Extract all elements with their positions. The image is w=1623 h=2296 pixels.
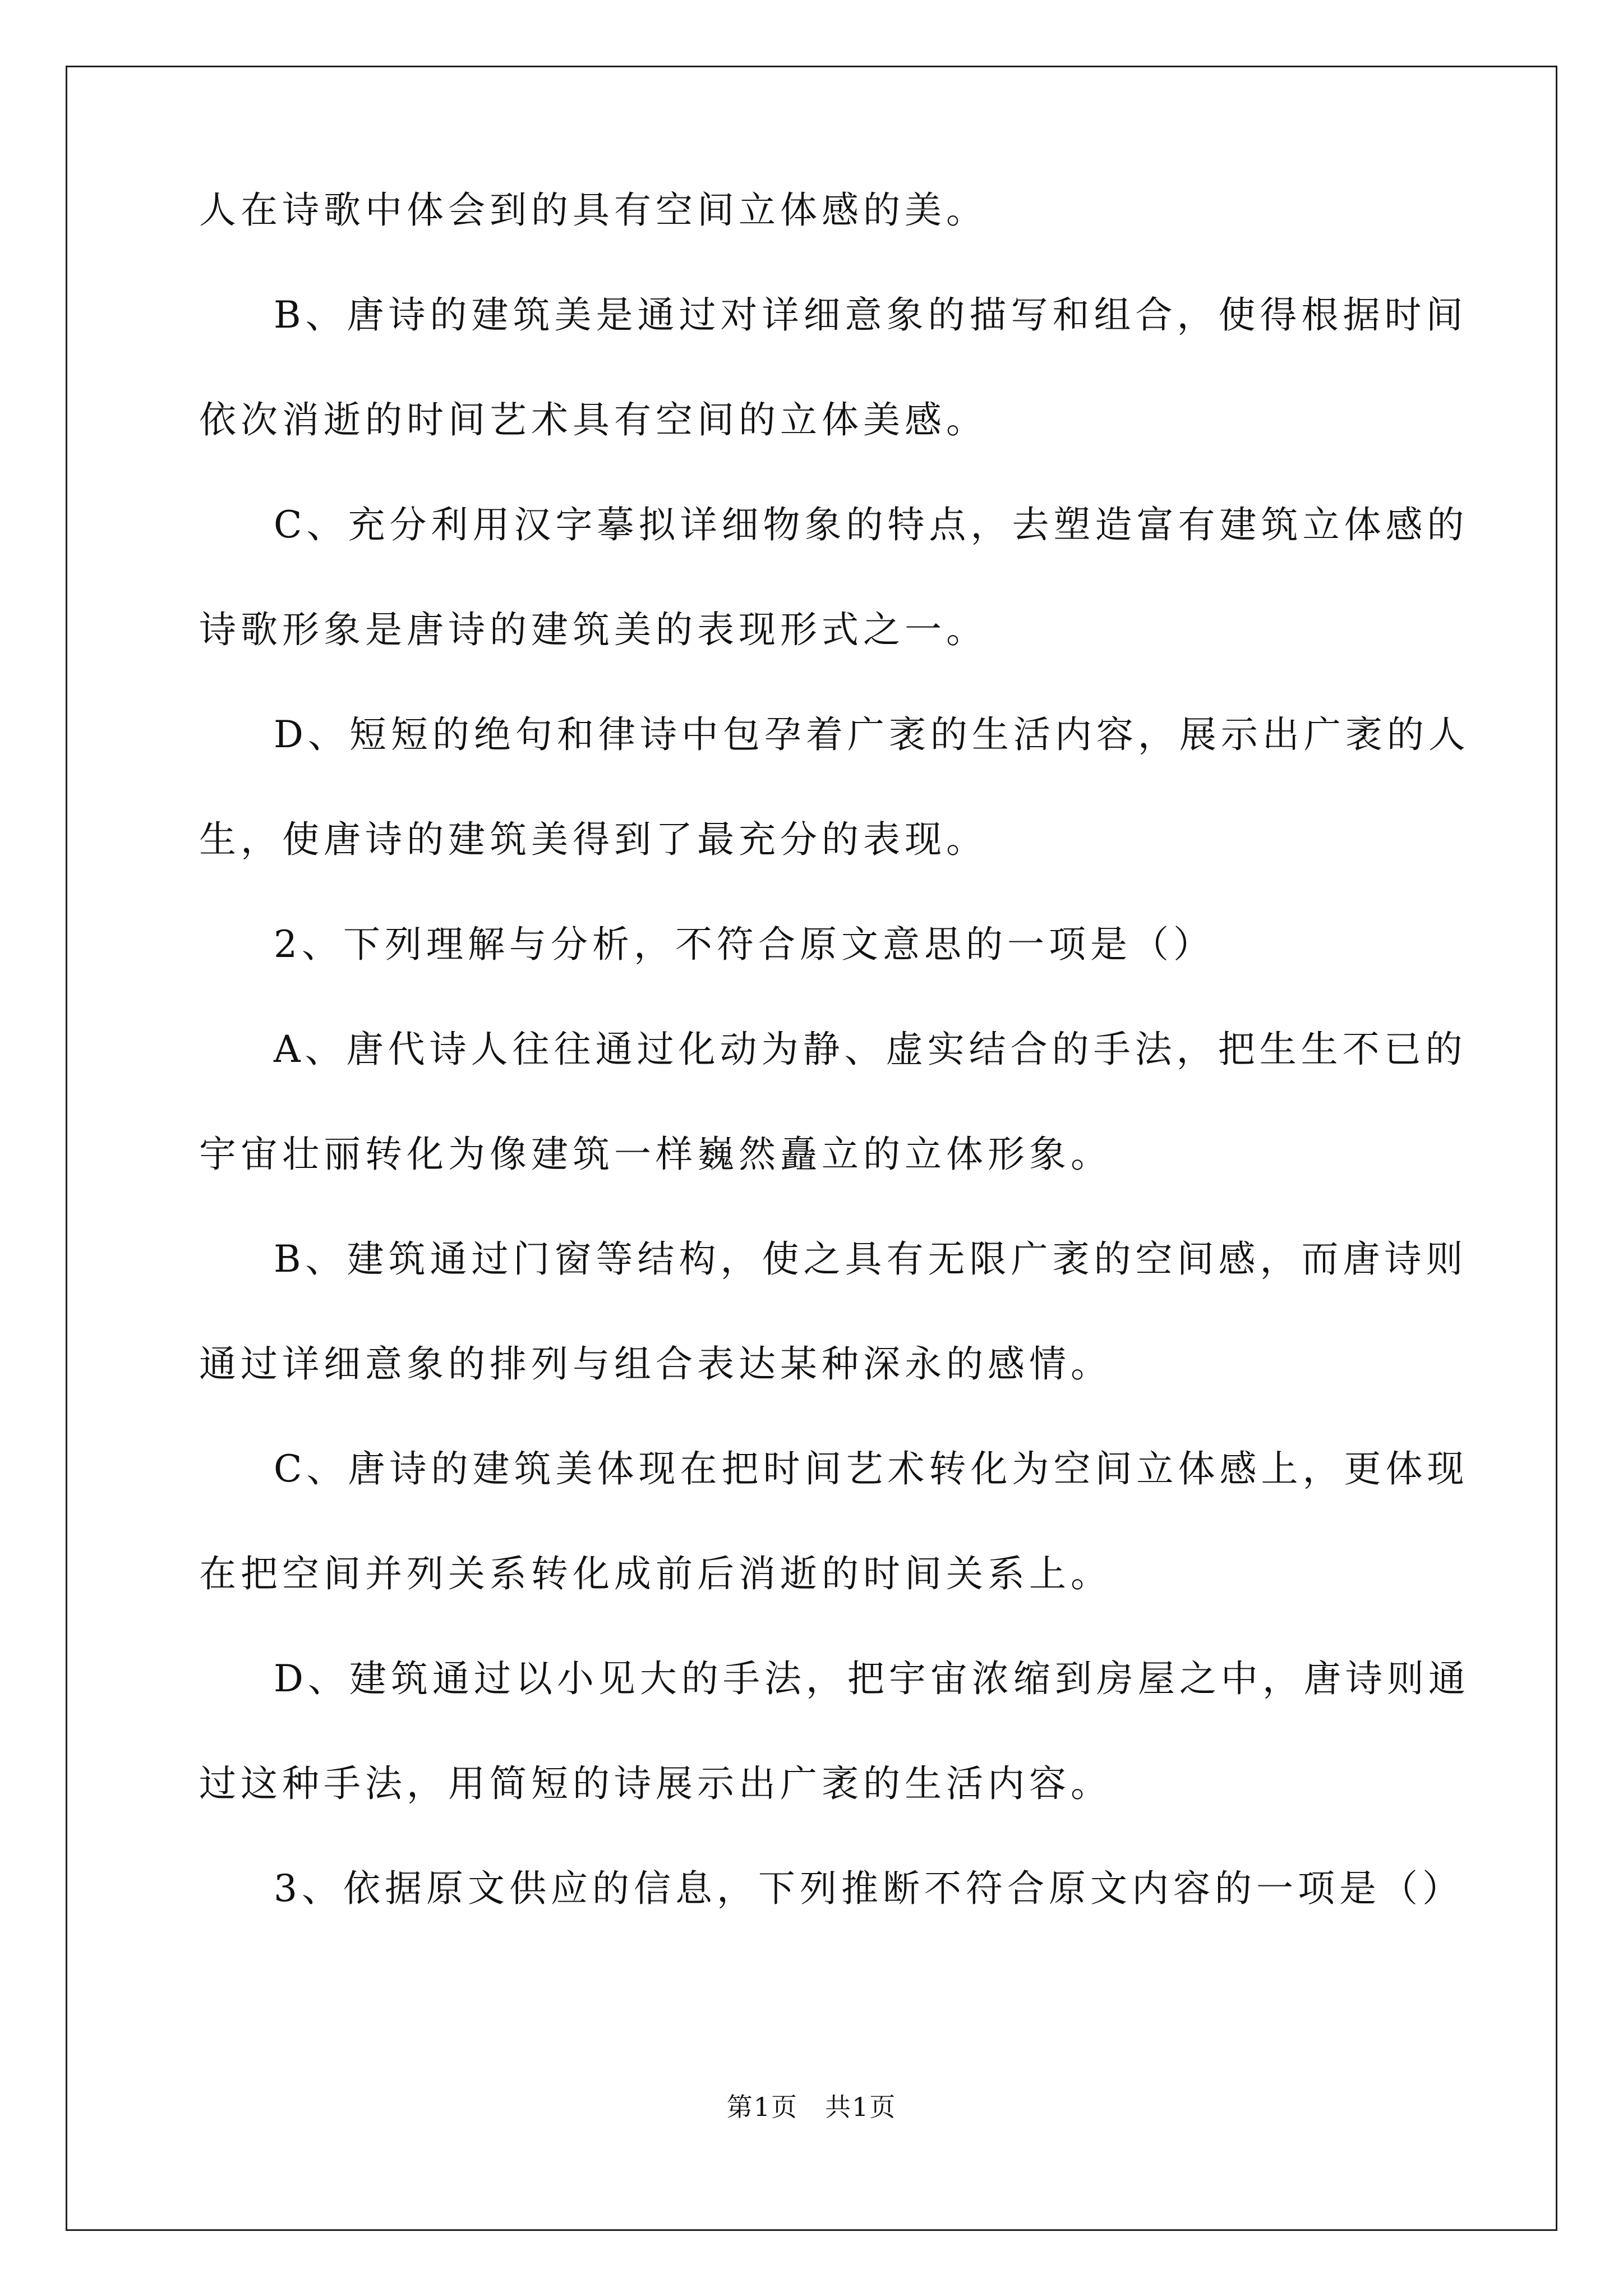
text-line-14: 在把空间并列关系转化成前后消逝的时间关系上。 xyxy=(199,1552,1112,1595)
text-line-2: B、唐诗的建筑美是通过对详细意象的描写和组合，使得根据时间 xyxy=(274,293,1468,337)
text-line-3: 依次消逝的时间艺术具有空间的立体美感。 xyxy=(199,398,988,441)
text-line-13: C、唐诗的建筑美体现在把时间艺术转化为空间立体感上，更体现 xyxy=(274,1447,1469,1490)
text-line-5: 诗歌形象是唐诗的建筑美的表现形式之一。 xyxy=(199,608,988,651)
text-line-10: 宇宙壮丽转化为像建筑一样巍然矗立的立体形象。 xyxy=(199,1133,1112,1176)
text-line-4: C、充分利用汉字摹拟详细物象的特点，去塑造富有建筑立体感的 xyxy=(274,503,1469,546)
text-line-7: 生，使唐诗的建筑美得到了最充分的表现。 xyxy=(199,818,988,861)
text-line-9: A、唐代诗人往往通过化动为静、虚实结合的手法，把生生不已的 xyxy=(274,1028,1467,1071)
question-3-heading: 3、依据原文供应的信息，下列推断不符合原文内容的一项是（） xyxy=(274,1867,1464,1910)
text-line-11: B、建筑通过门窗等结构，使之具有无限广袤的空间感，而唐诗则 xyxy=(274,1237,1468,1281)
question-2-heading: 2、下列理解与分析，不符合原文意思的一项是（） xyxy=(274,923,1215,966)
text-line-6: D、短短的绝句和律诗中包孕着广袤的生活内容，展示出广袤的人 xyxy=(274,713,1470,756)
text-line-15: D、建筑通过以小见大的手法，把宇宙浓缩到房屋之中，唐诗则通 xyxy=(274,1657,1470,1700)
page-footer: 第1页 共1页 xyxy=(726,2092,897,2122)
text-line-1: 人在诗歌中体会到的具有空间立体感的美。 xyxy=(199,188,988,232)
text-line-16: 过这种手法，用简短的诗展示出广袤的生活内容。 xyxy=(199,1762,1112,1805)
text-line-12: 通过详细意象的排列与组合表达某种深永的感情。 xyxy=(199,1342,1112,1386)
